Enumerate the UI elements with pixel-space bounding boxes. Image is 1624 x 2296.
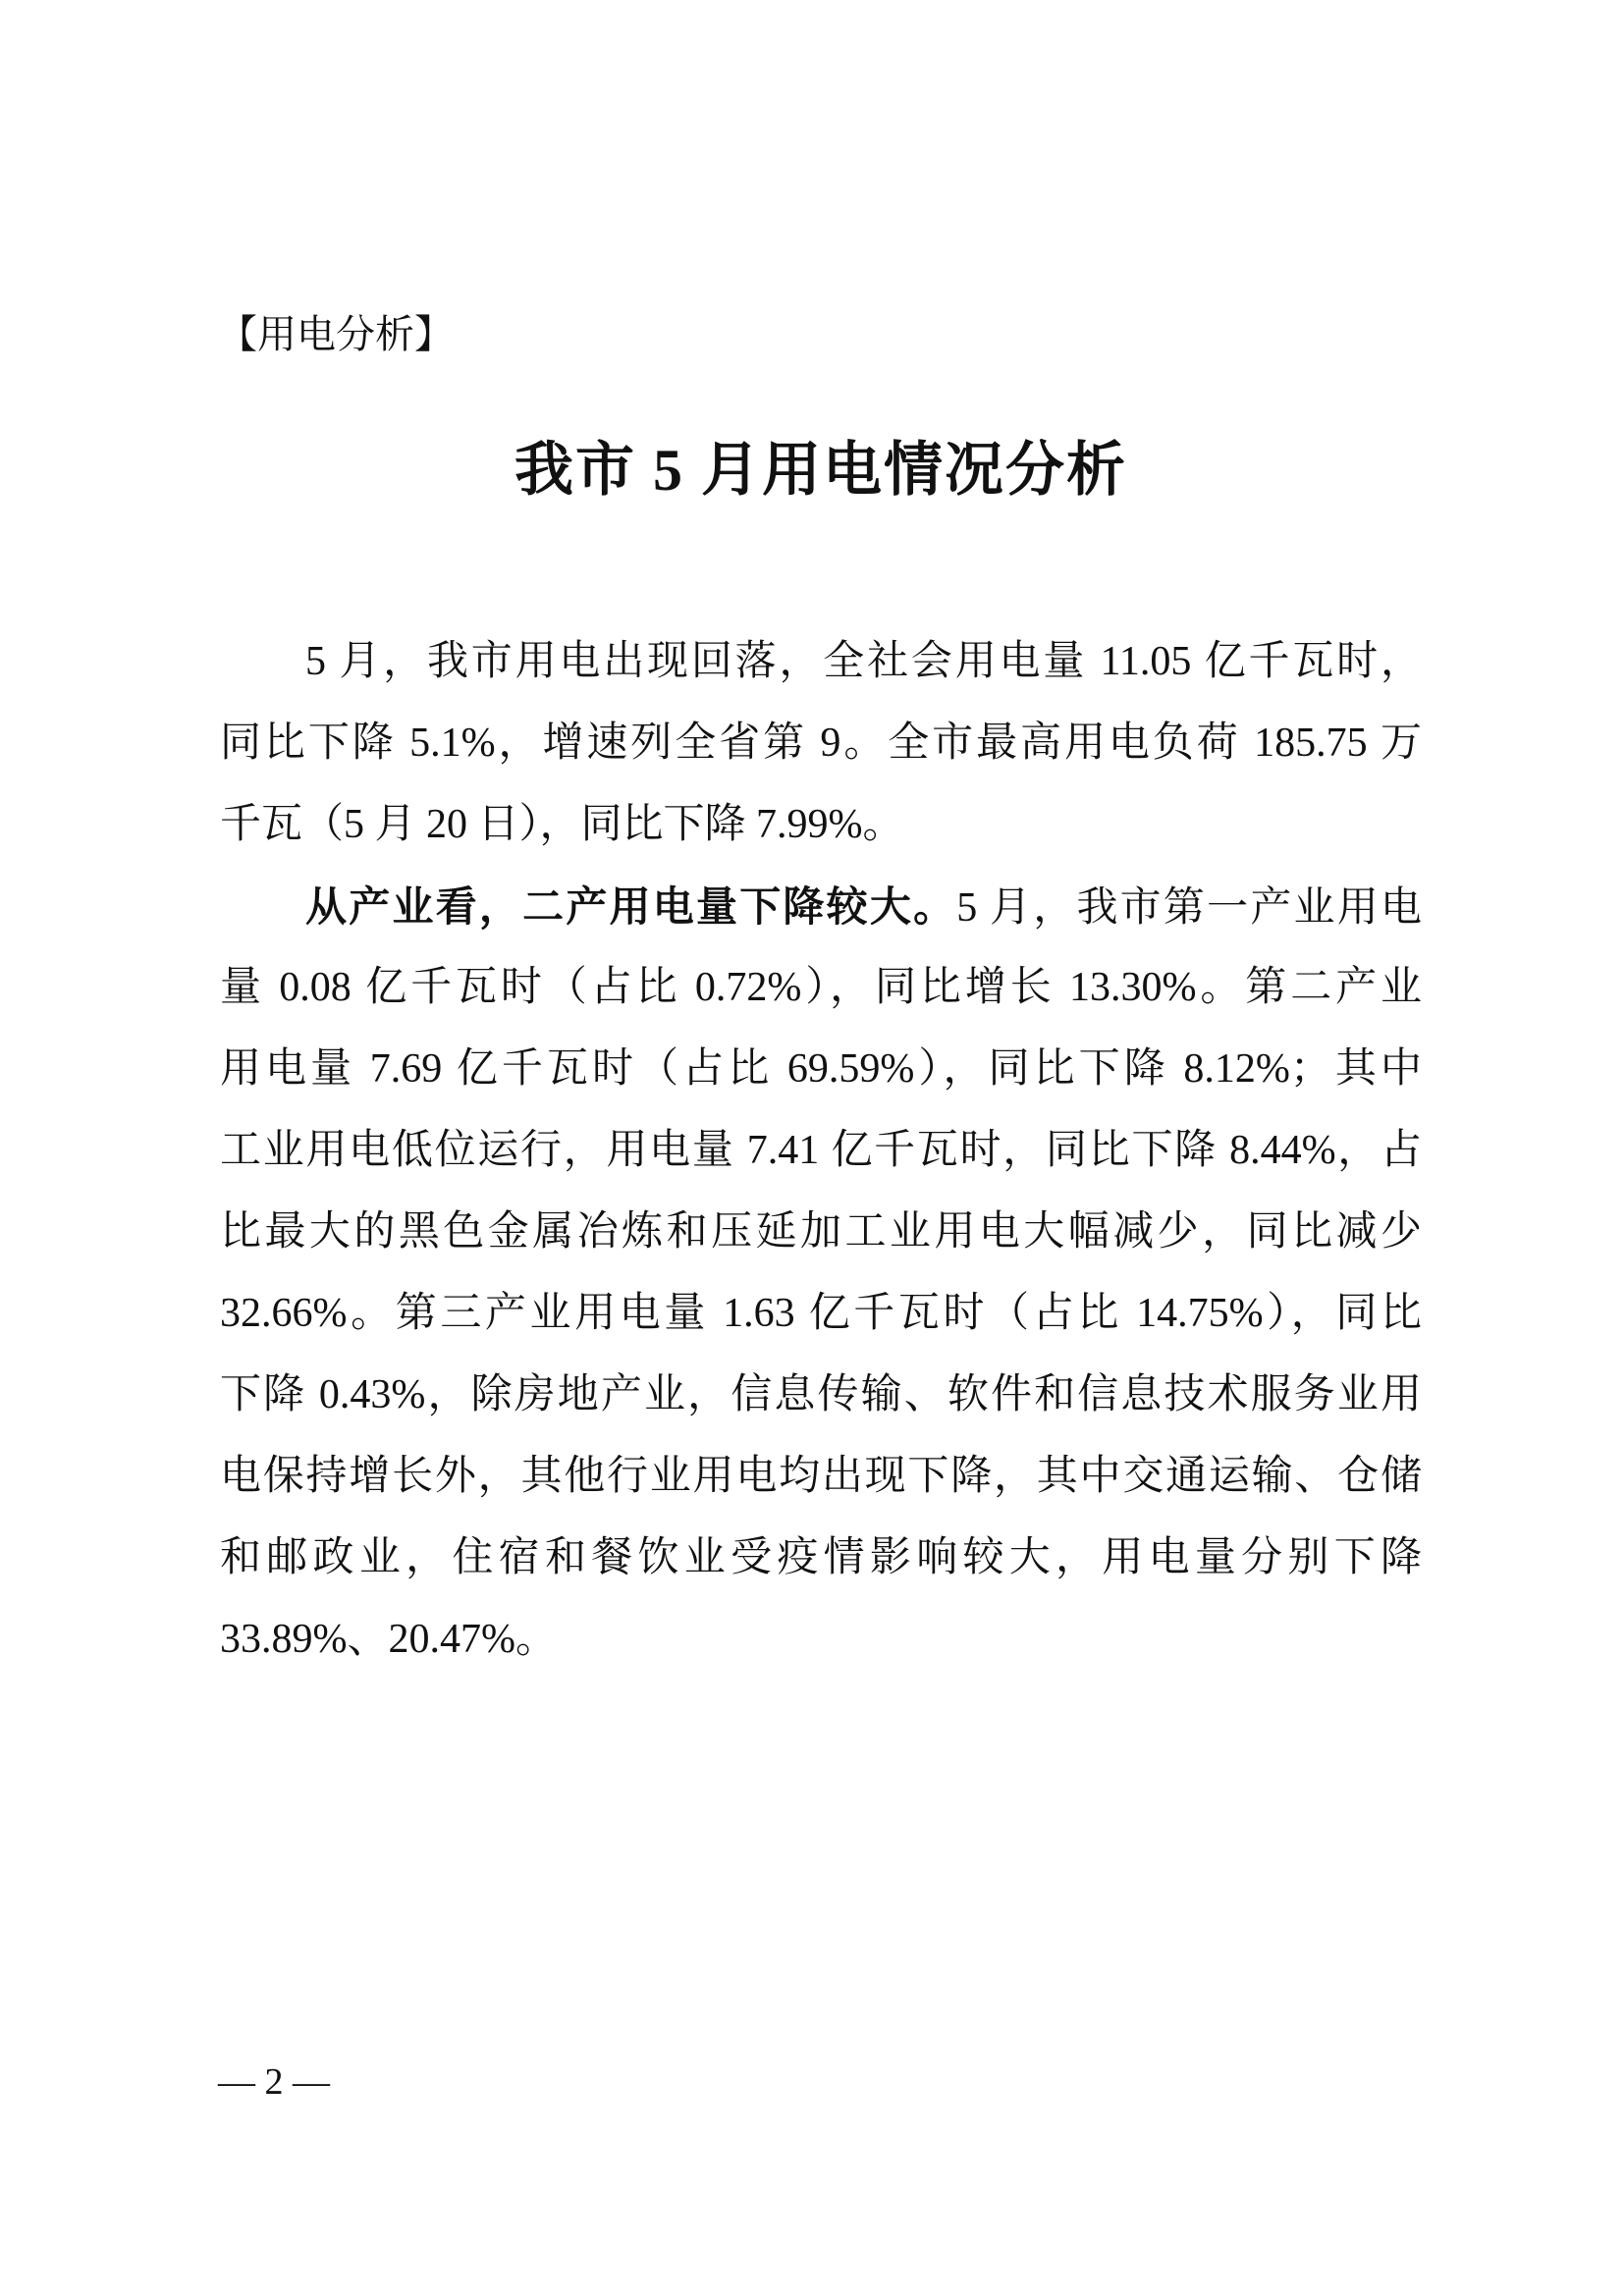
body-line: 33.89%、20.47%。	[220, 1617, 557, 1662]
body-line: 用电量 7.69 亿千瓦时（占比 69.59%），同比下降 8.12%；其中	[220, 1046, 1422, 1092]
body-line: 和邮政业，住宿和餐饮业受疫情影响较大，用电量分别下降	[220, 1535, 1422, 1580]
body-line	[220, 866, 1422, 947]
body-line: 千瓦（5 月 20 日），同比下降 7.99%。	[220, 802, 904, 847]
body-line: 工业用电低位运行，用电量 7.41 亿千瓦时，同比下降 8.44%，占	[220, 1128, 1422, 1173]
body-line: 比最大的黑色金属冶炼和压延加工业用电大幅减少，同比减少	[220, 1209, 1422, 1255]
paragraph-lead: 从产业看，二产用电量下降较大。	[305, 882, 957, 931]
body-line: 电保持增长外，其他行业用电均出现下降，其中交通运输、仓储	[220, 1454, 1422, 1499]
body-line: 量 0.08 亿千瓦时（占比 0.72%），同比增长 13.30%。第二产业	[220, 965, 1422, 1010]
document-body	[220, 621, 1422, 1681]
body-line: 32.66%。第三产业用电量 1.63 亿千瓦时（占比 14.75%），同比	[220, 1291, 1422, 1336]
body-line: 下降 0.43%，除房地产业，信息传输、软件和信息技术服务业用	[220, 1372, 1422, 1417]
body-line: 同比下降 5.1%，增速列全省第 9。全市最高用电负荷 185.75 万	[220, 721, 1422, 766]
body-line-text: 5 月，我市第一产业用电	[956, 885, 1422, 931]
paragraph-industry	[220, 866, 1422, 1681]
page-number: — 2 —	[218, 2061, 330, 2103]
paragraph-overview	[220, 621, 1422, 866]
section-tag: 【用电分析】	[218, 312, 454, 357]
body-line: 5 月，我市用电出现回落，全社会用电量 11.05 亿千瓦时，	[305, 639, 1422, 684]
document-title: 我市 5 月用电情况分析	[514, 438, 1127, 503]
